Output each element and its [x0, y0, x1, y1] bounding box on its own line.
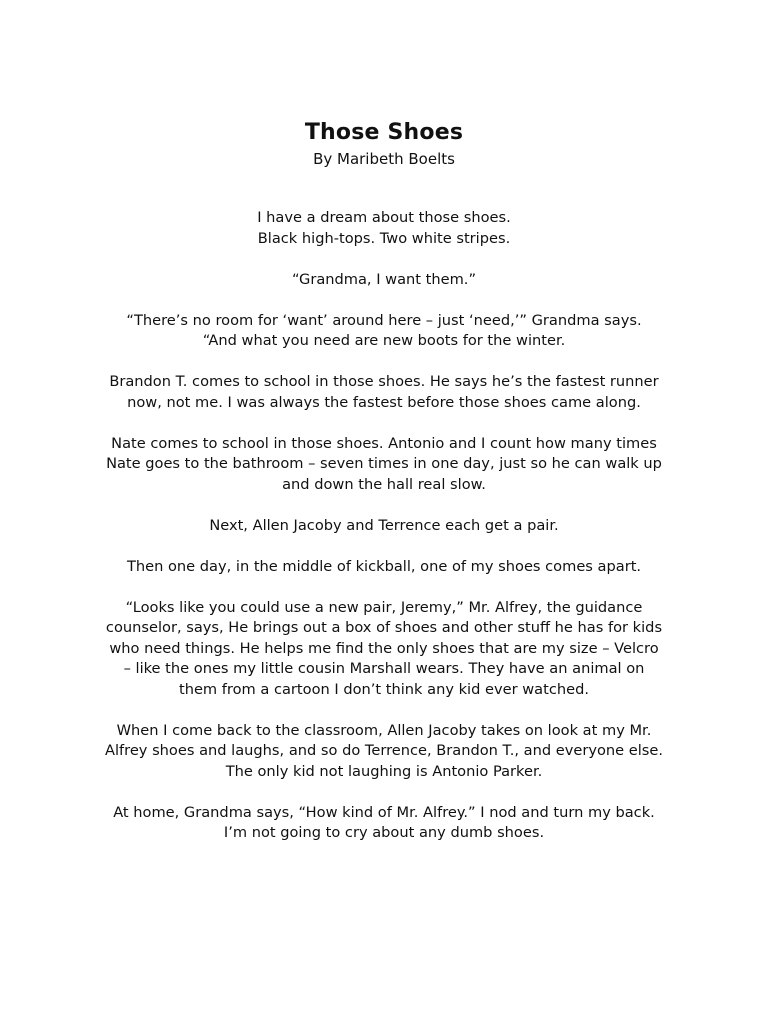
text-line: Next, Allen Jacoby and Terrence each get a pair.	[209, 516, 559, 534]
paragraph	[104, 598, 664, 701]
text-line: I have a dream about those shoes.	[257, 209, 511, 226]
text-line: At home, Grandma says, “How kind of Mr. Alfrey.” I nod and turn my back.	[113, 803, 655, 821]
paragraph	[104, 557, 664, 578]
paragraph	[104, 803, 664, 844]
page-title: Those Shoes	[304, 120, 464, 145]
text-line: “Grandma, I want them.”	[291, 270, 477, 288]
text-line: Nate comes to school in those shoes. Antonio and I count how many times Nate goes to the bathroom – seven times in one day, just so he can walk up and down the hall real slow.	[106, 434, 662, 493]
paragraph	[104, 208, 664, 249]
text-line: When I come back to the classroom, Allen Jacoby takes on look at my Mr. Alfrey shoes and laughs, and so do Terrence, Brandon T., and everyone else. The only kid not laughing is Antonio Parker.	[104, 721, 664, 780]
text-line: “There’s no room for ‘want’ around here – just ‘need,’” Grandma says.	[126, 311, 642, 329]
paragraph	[104, 270, 664, 291]
paragraph	[104, 372, 664, 413]
author-byline: By Maribeth Boelts	[313, 150, 455, 168]
text-line: “Looks like you could use a new pair, Jeremy,” Mr. Alfrey, the guidance counselor, says, He brings out a box of shoes and other stuff he has for kids who need things. He helps me find the only shoes that are my size – Velcro – like the ones my little cousin Marshall wears. They have an animal on them from a cartoon I don’t think any kid ever watched.	[105, 598, 663, 698]
story-body	[104, 208, 664, 864]
text-line: Black high-tops. Two white stripes.	[257, 229, 511, 247]
paragraph	[104, 434, 664, 496]
text-line: Brandon T. comes to school in those shoes. He says he’s the fastest runner now, not me. I was always the fastest before those shoes came along.	[109, 373, 659, 411]
paragraph	[104, 721, 664, 783]
paragraph	[104, 311, 664, 352]
paragraph	[104, 516, 664, 537]
text-line: Then one day, in the middle of kickball, one of my shoes comes apart.	[126, 557, 642, 575]
text-line: “And what you need are new boots for the winter.	[202, 332, 566, 349]
text-line: I’m not going to cry about any dumb shoes.	[223, 824, 545, 841]
